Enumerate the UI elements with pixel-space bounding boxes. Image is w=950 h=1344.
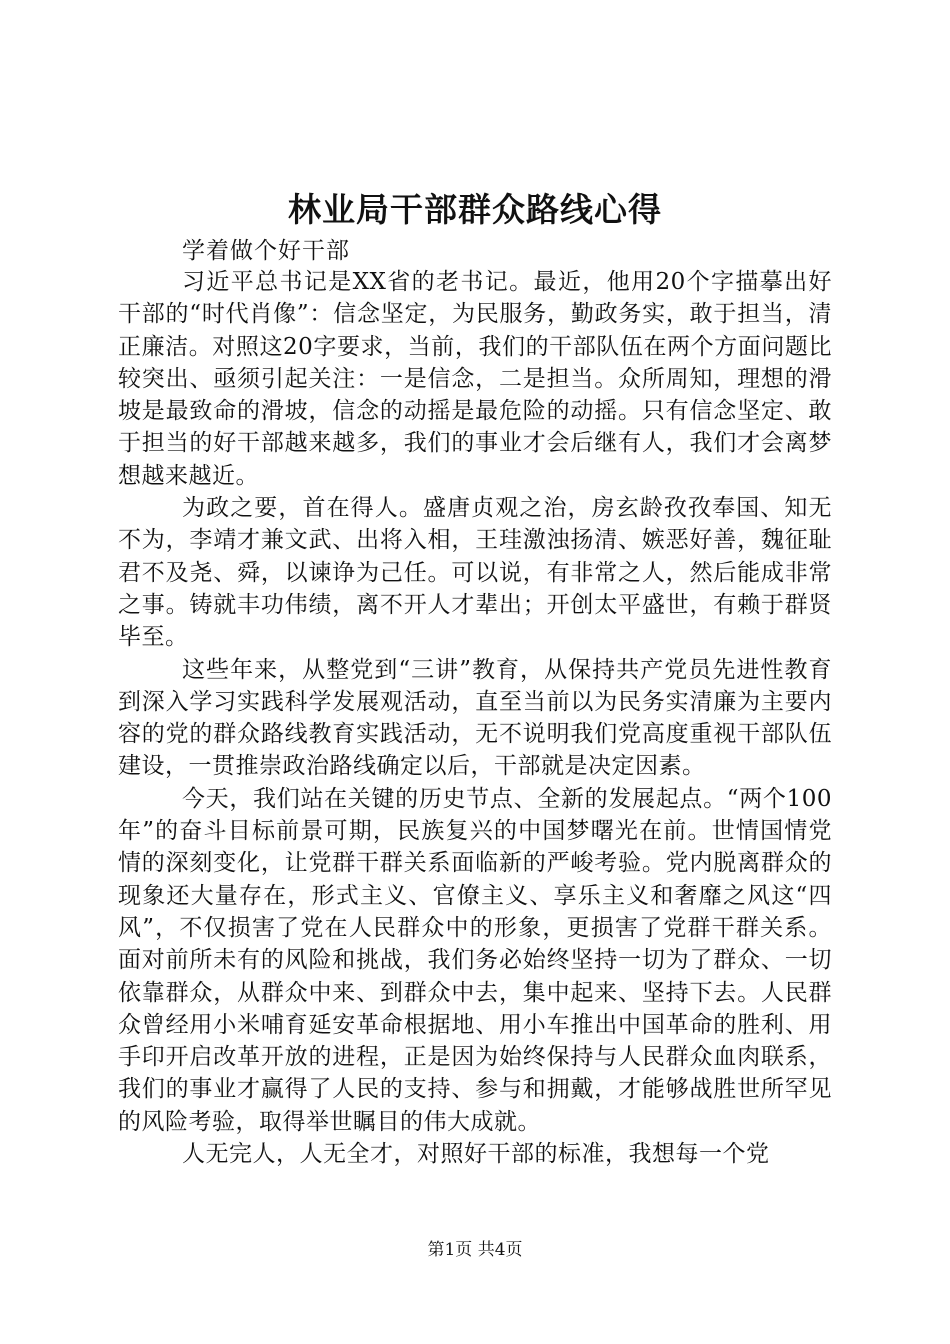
document-subtitle: 学着做个好干部 xyxy=(182,238,350,264)
paragraph: 这些年来，从整党到“三讲”教育，从保持共产党员先进性教育到深入学习实践科学发展观活动，直至当前以为民务实清廉为主要内容的党的群众路线教育实践活动，无不说明我们党高度重视干部队伍建设，一贯推崇政治路线确定以后，干部就是决定因素。 xyxy=(118,656,832,780)
paragraph: 人无完人，人无全才，对照好干部的标准，我想每一个党 xyxy=(182,1141,770,1168)
paragraph: 为政之要，首在得人。盛唐贞观之治，房玄龄孜孜奉国、知无不为，李靖才兼文武、出将入相，王珪激浊扬清、嫉恶好善，魏征耻君不及尧、舜，以谏诤为己任。可以说，有非常之人，然后能成非常之事。铸就丰功伟绩，离不开人才辈出；开创太平盛世，有赖于群贤毕至。 xyxy=(118,495,832,651)
paragraph: 习近平总书记是XX省的老书记。最近，他用20个字描摹出好干部的“时代肖像”：信念坚定，为民服务，勤政务实，敢于担当，清正廉洁。对照这20字要求，当前，我们的干部队伍在两个方面问题比较突出、亟须引起关注：一是信念，二是担当。众所周知，理想的滑坡是最致命的滑坡，信念的动摇是最危险的动摇。只有信念坚定、敢于担当的好干部越来越多，我们的事业才会后继有人，我们才会离梦想越来越近。 xyxy=(118,269,832,489)
document-body xyxy=(118,236,832,1170)
paragraph: 今天，我们站在关键的历史节点、全新的发展起点。“两个100年”的奋斗目标前景可期，民族复兴的中国梦曙光在前。世情国情党情的深刻变化，让党群干群关系面临新的严峻考验。党内脱离群众的现象还大量存在，形式主义、官僚主义、享乐主义和奢靡之风这“四风”，不仅损害了党在人民群众中的形象，更损害了党群干群关系。面对前所未有的风险和挑战，我们务必始终坚持一切为了群众、一切依靠群众，从群众中来、到群众中去，集中起来、坚持下去。人民群众曾经用小米哺育延安革命根据地、用小车推出中国革命的胜利、用手印开启改革开放的进程，正是因为始终保持与人民群众血肉联系，我们的事业才赢得了人民的支持、参与和拥戴，才能够战胜世所罕见的风险考验，取得举世瞩目的伟大成就。 xyxy=(118,785,832,1135)
document-title: 林业局干部群众路线心得 xyxy=(288,190,662,229)
page-number-footer: 第1页 共4页 xyxy=(427,1240,523,1260)
